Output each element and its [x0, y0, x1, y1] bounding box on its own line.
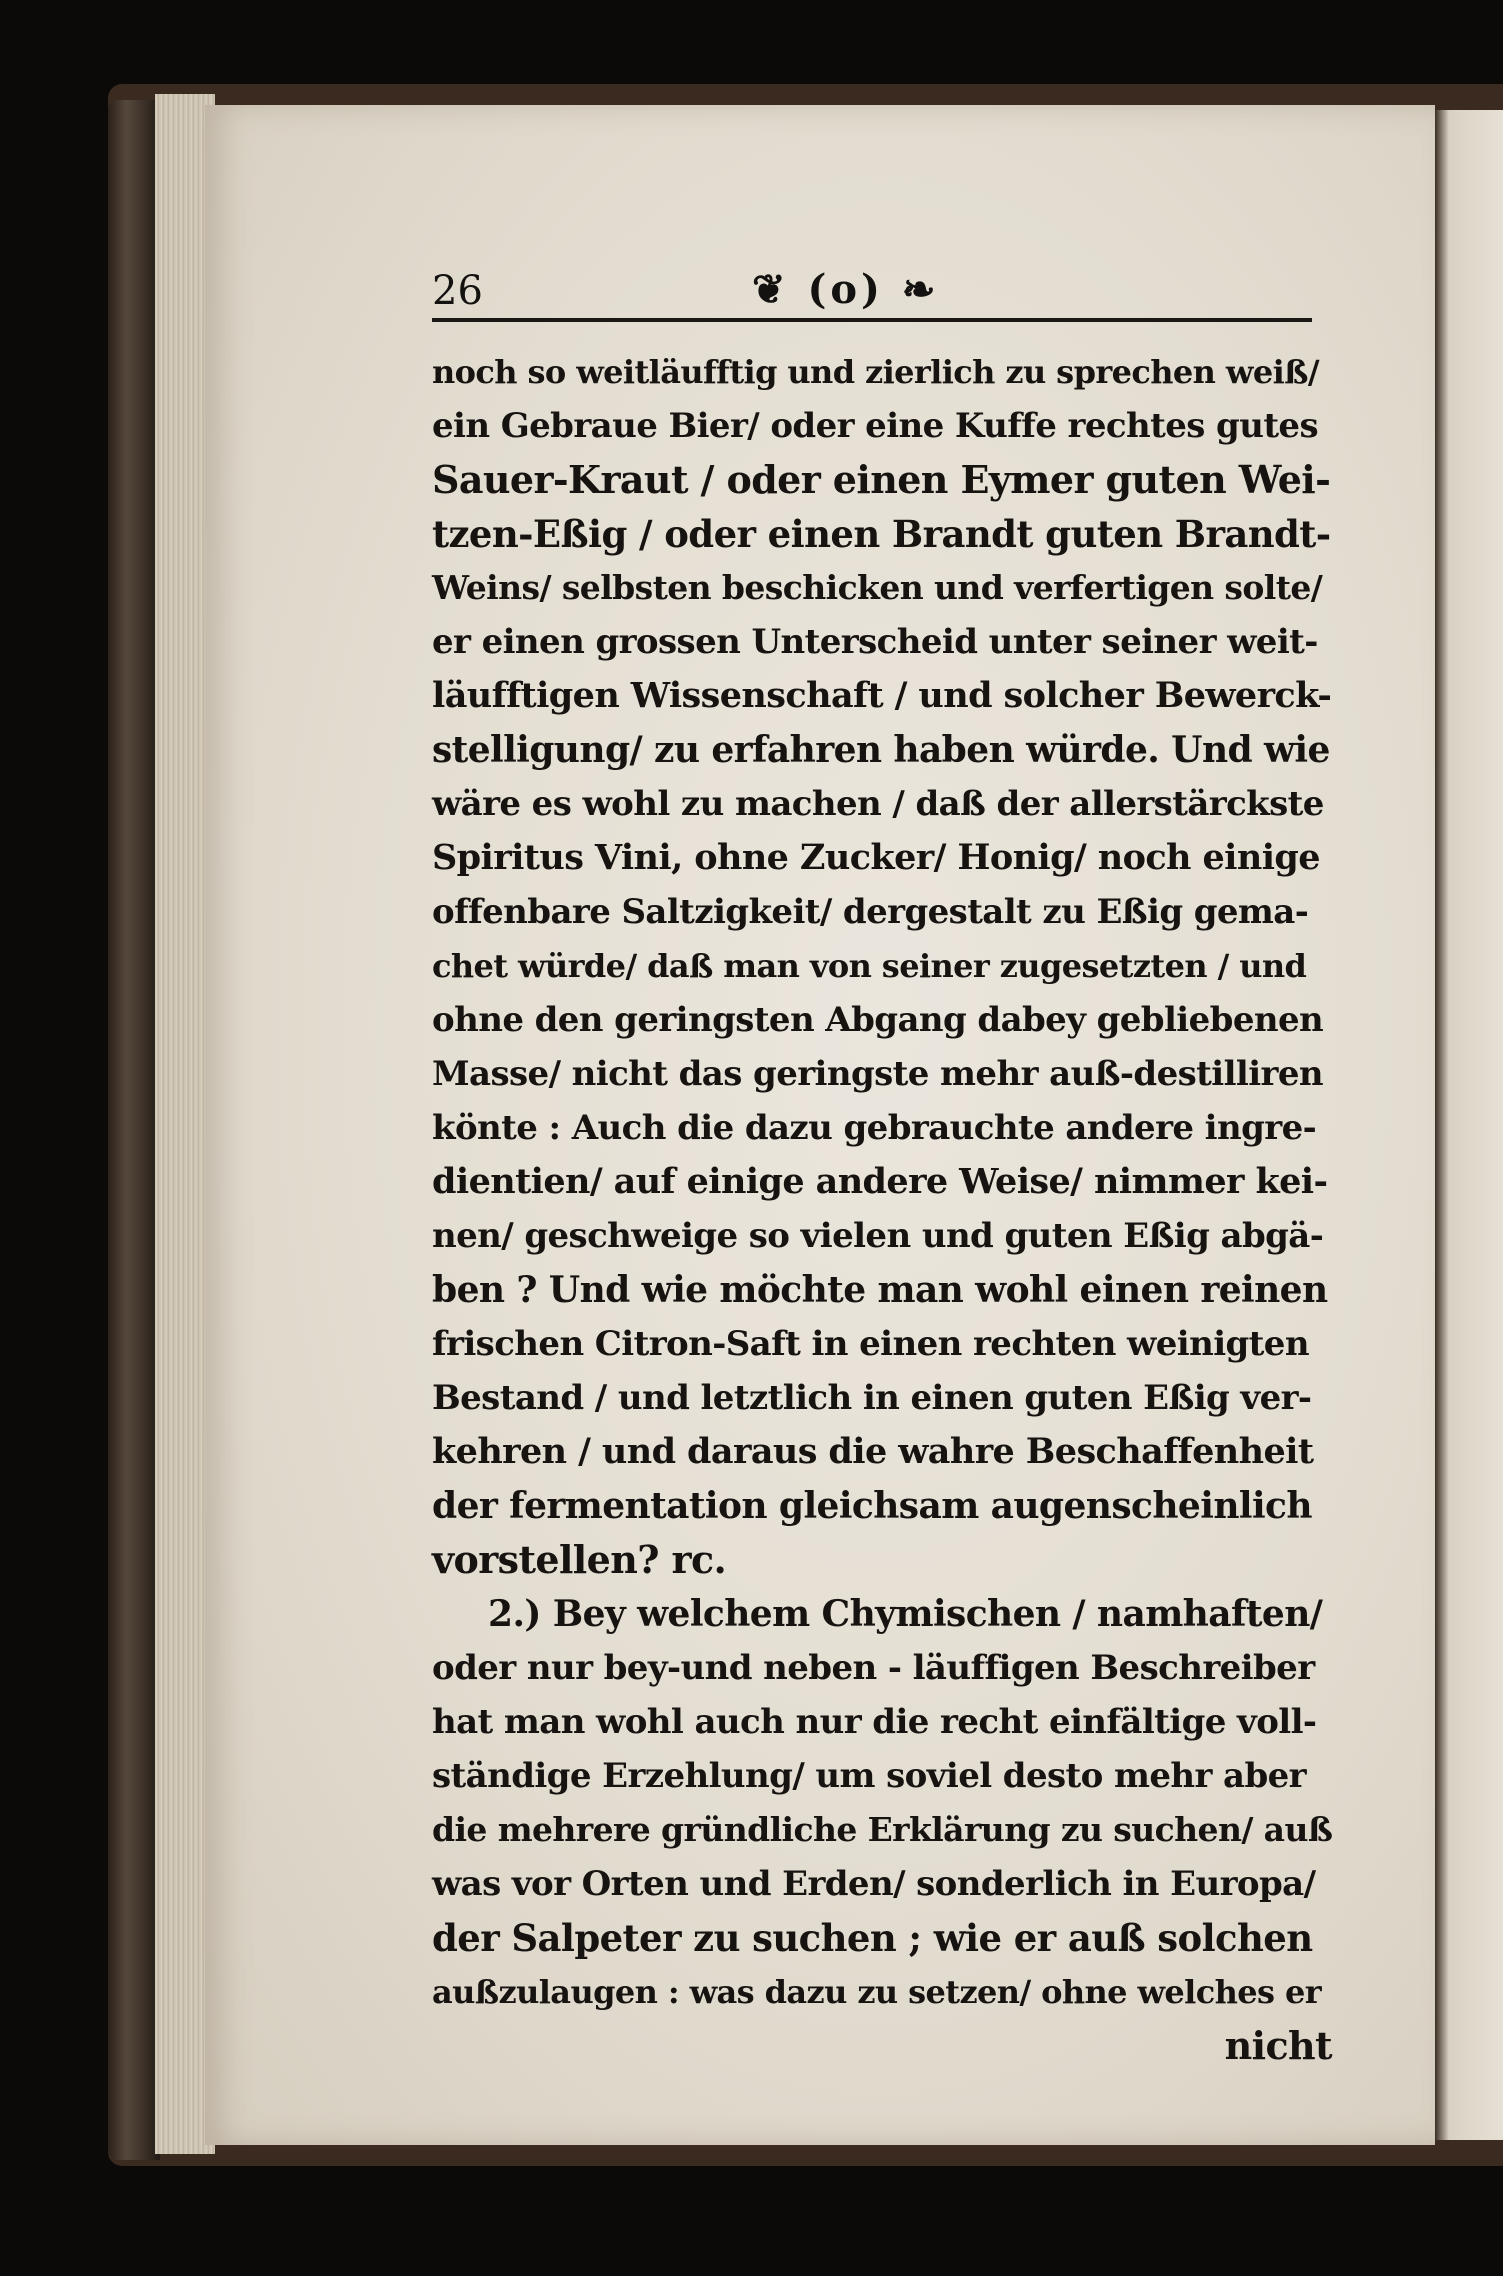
- text-line: ben ? Und wie möchte man wohl einen reinen: [432, 1269, 1328, 1311]
- text-line: ein Gebraue Bier/ oder eine Kuffe rechtes gutes: [432, 406, 1318, 446]
- text-line: ständige Erzehlung/ um soviel desto mehr aber: [432, 1756, 1307, 1796]
- text-line: was vor Orten und Erden/ sonderlich in Europa/: [432, 1864, 1316, 1904]
- text-line: er einen grossen Unterscheid unter seiner weit-: [432, 622, 1318, 662]
- text-line: vorstellen? rc.: [432, 1537, 727, 1582]
- text-line: kehren / und daraus die wahre Beschaffenheit: [432, 1431, 1314, 1472]
- header-rule: [432, 318, 1312, 322]
- text-line: außzulaugen : was dazu zu setzen/ ohne welches er: [432, 1973, 1322, 2011]
- text-line: wäre es wohl zu machen / daß der allerstärckste: [432, 784, 1324, 824]
- text-line: könte : Auch die dazu gebrauchte andere ingre-: [432, 1108, 1317, 1148]
- text-line: Spiritus Vini, ohne Zucker/ Honig/ noch einige: [432, 837, 1320, 878]
- text-line: nen/ geschweige so vielen und guten Eßig abgä-: [432, 1216, 1324, 1256]
- text-line: chet würde/ daß man von seiner zugesetzten / und: [432, 947, 1307, 985]
- text-line: offenbare Saltzigkeit/ dergestalt zu Eßig gema-: [432, 892, 1309, 932]
- text-line: tzen-Eßig / oder einen Brandt guten Brandt-: [432, 512, 1331, 556]
- text-line: oder nur bey-und neben - läuffigen Beschreiber: [432, 1648, 1315, 1688]
- text-line: Weins/ selbsten beschicken und verfertigen solte/: [432, 568, 1323, 607]
- header-ornament: ❦ (o) ❧: [752, 266, 940, 313]
- book-spine: [108, 100, 160, 2160]
- text-line: noch so weitläufftig und zierlich zu sprechen weiß/: [432, 353, 1319, 391]
- text-line: läufftigen Wissenschaft / und solcher Bewerck-: [432, 675, 1332, 716]
- text-line: die mehrere gründliche Erklärung zu suchen/ auß: [432, 1810, 1333, 1849]
- text-line: dientien/ auf einige andere Weise/ nimmer kei-: [432, 1161, 1328, 1202]
- text-line: hat man wohl auch nur die recht einfältige voll-: [432, 1702, 1317, 1742]
- facing-page-edge: [1435, 110, 1503, 2140]
- catchword: nicht: [1224, 2023, 1332, 2068]
- page-number: 26: [432, 268, 483, 314]
- text-line: Bestand / und letztlich in einen guten Eßig ver-: [432, 1378, 1312, 1418]
- text-line: Sauer-Kraut / oder einen Eymer guten Wei-: [432, 457, 1331, 502]
- body-text: [432, 345, 1332, 2073]
- text-line: stelligung/ zu erfahren haben würde. Und wie: [432, 729, 1330, 771]
- text-line: der fermentation gleichsam augenscheinlich: [432, 1485, 1312, 1527]
- text-line: 2.) Bey welchem Chymischen / namhaften/: [488, 1593, 1323, 1635]
- text-line: frischen Citron-Saft in einen rechten weinigten: [432, 1324, 1309, 1364]
- text-line: ohne den geringsten Abgang dabey gebliebenen: [432, 1000, 1324, 1040]
- text-line: der Salpeter zu suchen ; wie er auß solchen: [432, 1916, 1313, 1960]
- text-line: Masse/ nicht das geringste mehr auß-destilliren: [432, 1054, 1324, 1094]
- page-header: [432, 268, 1332, 328]
